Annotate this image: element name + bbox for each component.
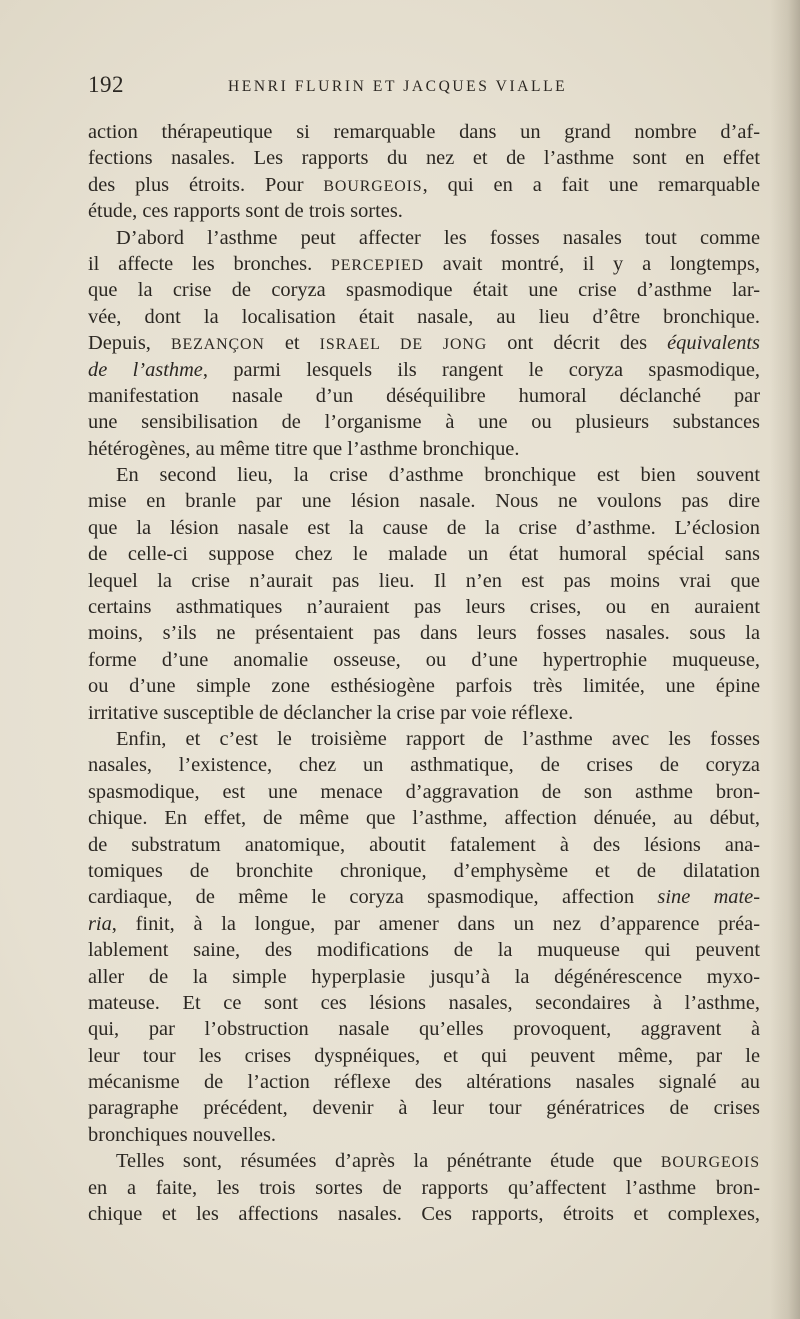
text-line: [88, 251, 760, 277]
text-segment: spasmodique, est une menace d’aggravation de son asthme bron-: [88, 780, 760, 803]
text-segment: que la crise de coryza spasmodique était une crise d’asthme lar-: [88, 279, 760, 302]
text-segment: Depuis,: [88, 332, 171, 355]
text-segment: chique et les affections nasales. Ces rapports, étroits et complexes,: [88, 1203, 760, 1226]
text-line: [88, 1175, 760, 1201]
text-line: [88, 383, 760, 409]
author-name: ISRAEL DE JONG: [319, 336, 488, 354]
text-line: [88, 330, 760, 356]
text-segment: forme d’une anomalie osseuse, ou d’une hypertrophie muqueuse,: [88, 648, 760, 671]
text-line: [88, 832, 760, 858]
text-segment: une sensibilisation de l’organisme à une ou plusieurs substances: [88, 411, 760, 434]
text-line: [88, 198, 760, 224]
text-line: [88, 172, 760, 198]
text-segment: manifestation nasale d’un déséquilibre humoral déclanché par: [88, 384, 760, 407]
text-segment: , parmi lesquels ils rangent le coryza spasmodique,: [202, 358, 761, 381]
text-line: [88, 277, 760, 303]
text-segment: mécanisme de l’action réflexe des altérations nasales signalé au: [88, 1071, 760, 1094]
text-segment: Enfin, et c’est le troisième rapport de l’asthme avec les fosses: [116, 727, 760, 750]
text-segment: , finit, à la longue, par amener dans un nez d’apparence préa-: [111, 912, 760, 935]
author-name: BOURGEOIS: [660, 1154, 760, 1172]
text-line: [88, 515, 760, 541]
text-segment: certains asthmatiques n’auraient pas leurs crises, ou en auraient: [88, 596, 760, 619]
page-edge-shadow: [770, 0, 800, 1319]
text-segment: Telles sont, résumées d’après la pénétrante étude que: [116, 1150, 661, 1173]
text-line: [88, 409, 760, 435]
text-line: [88, 357, 760, 383]
author-name: PERCEPIED: [331, 256, 424, 274]
text-line: [88, 884, 760, 910]
text-segment: vée, dont la localisation était nasale, au lieu d’être bronchique.: [88, 305, 760, 328]
text-segment: lablement saine, des modifications de la muqueuse qui peuvent: [88, 939, 760, 962]
text-line: [88, 911, 760, 937]
text-segment: de substratum anatomique, aboutit fatalement à des lésions ana-: [88, 833, 760, 856]
italic-text: ria: [88, 912, 112, 935]
italic-text: équivalents: [667, 332, 760, 355]
text-segment: lequel la crise n’aurait pas lieu. Il n’en est pas moins vrai que: [88, 569, 760, 592]
text-line: [88, 937, 760, 963]
italic-text: de l’asthme: [88, 358, 203, 381]
text-segment: ou d’une simple zone esthésiogène parfois très limitée, une épine: [88, 675, 760, 698]
text-segment: fections nasales. Les rapports du nez et de l’asthme sont en effet: [88, 147, 760, 170]
text-line: [88, 145, 760, 171]
text-segment: ont décrit des: [487, 332, 668, 355]
text-segment: moins, s’ils ne présentaient pas dans leurs fosses nasales. sous la: [88, 622, 760, 645]
text-line: [88, 647, 760, 673]
text-line: [88, 620, 760, 646]
text-line: [88, 594, 760, 620]
text-line: [88, 1016, 760, 1042]
text-segment: mise en branle par une lésion nasale. Nous ne voulons pas dire: [88, 490, 760, 513]
text-segment: chique. En effet, de même que l’asthme, affection dénuée, au début,: [88, 807, 760, 830]
text-segment: action thérapeutique si remarquable dans un grand nombre d’af-: [88, 121, 760, 143]
text-segment: mateuse. Et ce sont ces lésions nasales, secondaires à l’asthme,: [88, 991, 760, 1014]
text-segment: D’abord l’asthme peut affecter les fosses nasales tout comme: [116, 226, 760, 249]
text-segment: leur tour les crises dyspnéiques, et qui peuvent même, par le: [88, 1044, 760, 1067]
text-segment: qui, par l’obstruction nasale qu’elles provoquent, aggravent à: [88, 1018, 760, 1041]
text-segment: en a faite, les trois sortes de rapports qu’affectent l’asthme bron-: [88, 1176, 760, 1199]
author-name: BEZANÇON: [170, 336, 265, 354]
text-segment: aller de la simple hyperplasie jusqu’à la dégénérescence myxo-: [88, 965, 760, 988]
text-line: [88, 488, 760, 514]
text-line: [88, 990, 760, 1016]
text-line: [88, 1095, 760, 1121]
text-segment: étude, ces rapports sont de trois sortes.: [88, 200, 403, 223]
text-line: [88, 462, 760, 488]
text-segment: tomiques de bronchite chronique, d’emphysème et de dilatation: [88, 859, 760, 882]
text-line: [88, 752, 760, 778]
text-line: [88, 700, 760, 726]
text-segment: irritative susceptible de déclancher la crise par voie réflexe.: [88, 701, 574, 724]
text-line: [88, 304, 760, 330]
text-line: [88, 436, 760, 462]
text-line: [88, 964, 760, 990]
text-segment: hétérogènes, au même titre que l’asthme bronchique.: [88, 437, 520, 460]
body-text: [88, 119, 760, 1227]
text-line: [88, 541, 760, 567]
text-line: [88, 1148, 760, 1174]
text-line: [88, 726, 760, 752]
text-segment: avait montré, il y a longtemps,: [423, 252, 760, 275]
running-head: HENRI FLURIN ET JACQUES VIALLE: [228, 78, 568, 95]
author-name: BOURGEOIS: [323, 177, 423, 195]
text-line: [88, 225, 760, 251]
text-line: [88, 779, 760, 805]
text-line: [88, 1201, 760, 1227]
page-header: [88, 72, 760, 102]
text-segment: que la lésion nasale est la cause de la crise d’asthme. L’éclosion: [88, 516, 760, 539]
text-segment: nasales, l’existence, chez un asthmatique, de crises de coryza: [88, 754, 760, 777]
page-number: 192: [88, 72, 124, 97]
text-line: [88, 119, 760, 145]
text-segment: et: [264, 332, 320, 355]
text-segment: cardiaque, de même le coryza spasmodique, affection: [88, 886, 658, 909]
text-line: [88, 1069, 760, 1095]
text-line: [88, 805, 760, 831]
text-line: [88, 1122, 760, 1148]
text-segment: En second lieu, la crise d’asthme bronchique est bien souvent: [116, 464, 760, 487]
text-line: [88, 568, 760, 594]
text-segment: de celle-ci suppose chez le malade un état humoral spécial sans: [88, 543, 760, 566]
text-segment: paragraphe précédent, devenir à leur tour génératrices de crises: [88, 1097, 760, 1120]
text-line: [88, 858, 760, 884]
text-segment: , qui en a fait une remarquable: [422, 173, 760, 196]
text-segment: des plus étroits. Pour: [88, 173, 324, 196]
text-segment: il affecte les bronches.: [88, 252, 332, 275]
text-line: [88, 673, 760, 699]
text-line: [88, 1043, 760, 1069]
text-segment: bronchiques nouvelles.: [88, 1123, 277, 1146]
italic-text: sine mate-: [657, 886, 761, 909]
